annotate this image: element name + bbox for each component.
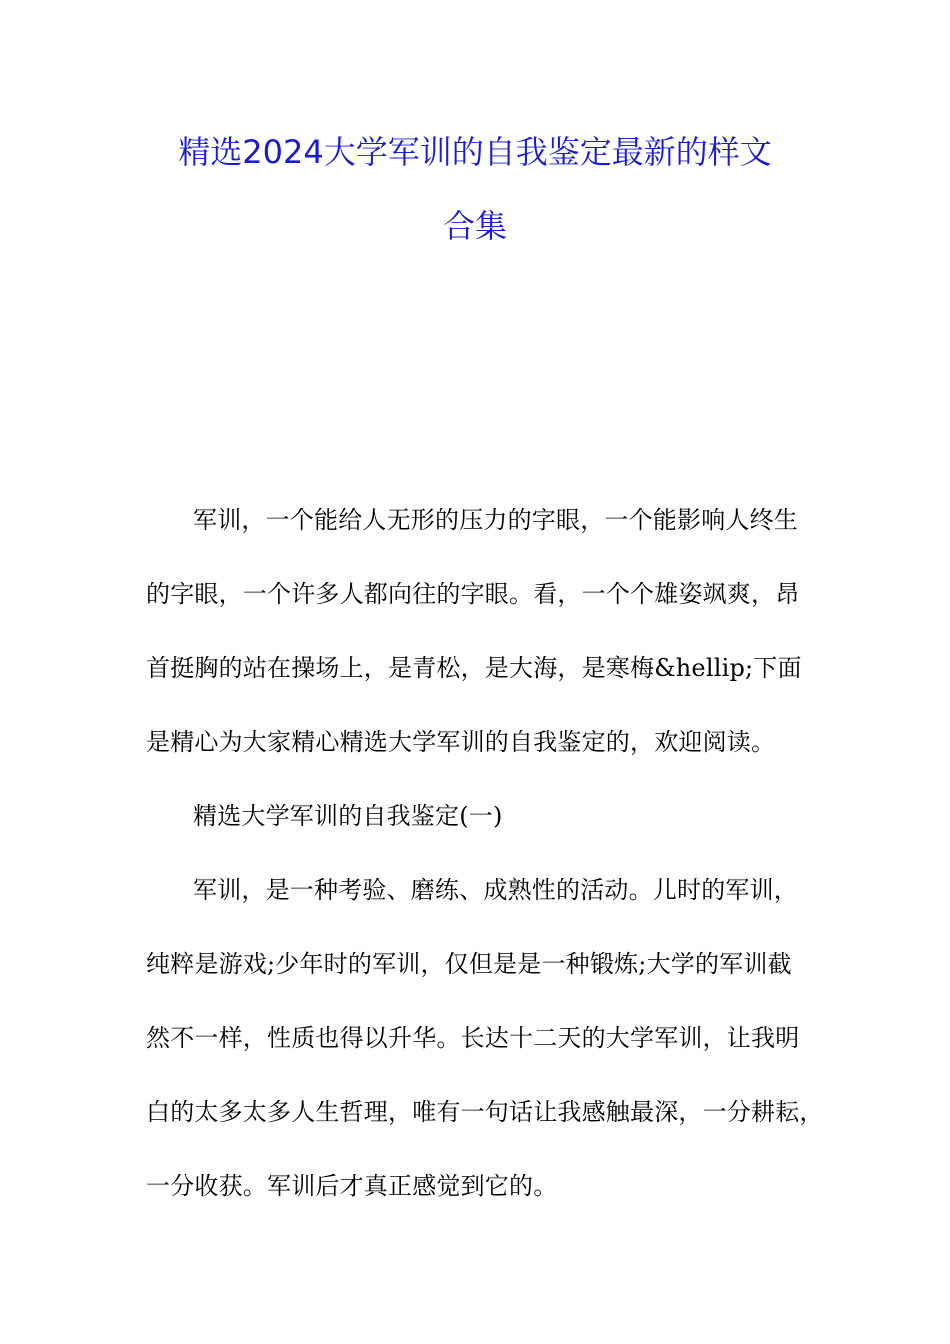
para1-line-5: 一分收获。军训后才真正感觉到它的。	[146, 1172, 558, 1200]
intro-line-4: 是精心为大家精心精选大学军训的自我鉴定的，欢迎阅读。	[146, 728, 776, 756]
para1-line-3: 然不一样，性质也得以升华。长达十二天的大学军训，让我明	[146, 1024, 800, 1052]
para1-line-2: 纯粹是游戏;少年时的军训，仅但是是一种锻炼;大学的军训截	[146, 950, 792, 978]
section-heading-1: 精选大学军训的自我鉴定(一)	[193, 802, 503, 830]
para1-line-4: 白的太多太多人生哲理，唯有一句话让我感触最深，一分耕耘，	[146, 1098, 824, 1126]
document-title-line-2: 合集	[442, 207, 507, 245]
intro-line-3: 首挺胸的站在操场上，是青松，是大海，是寒梅&hellip;下面	[146, 654, 802, 682]
para1-line-1: 军训，是一种考验、磨练、成熟性的活动。儿时的军训，	[193, 876, 798, 904]
intro-line-1: 军训，一个能给人无形的压力的字眼，一个能影响人终生	[193, 506, 798, 534]
intro-line-2: 的字眼，一个许多人都向往的字眼。看，一个个雄姿飒爽，昂	[146, 580, 800, 608]
document-title-line-1: 精选2024大学军训的自我鉴定最新的样文	[178, 133, 772, 171]
